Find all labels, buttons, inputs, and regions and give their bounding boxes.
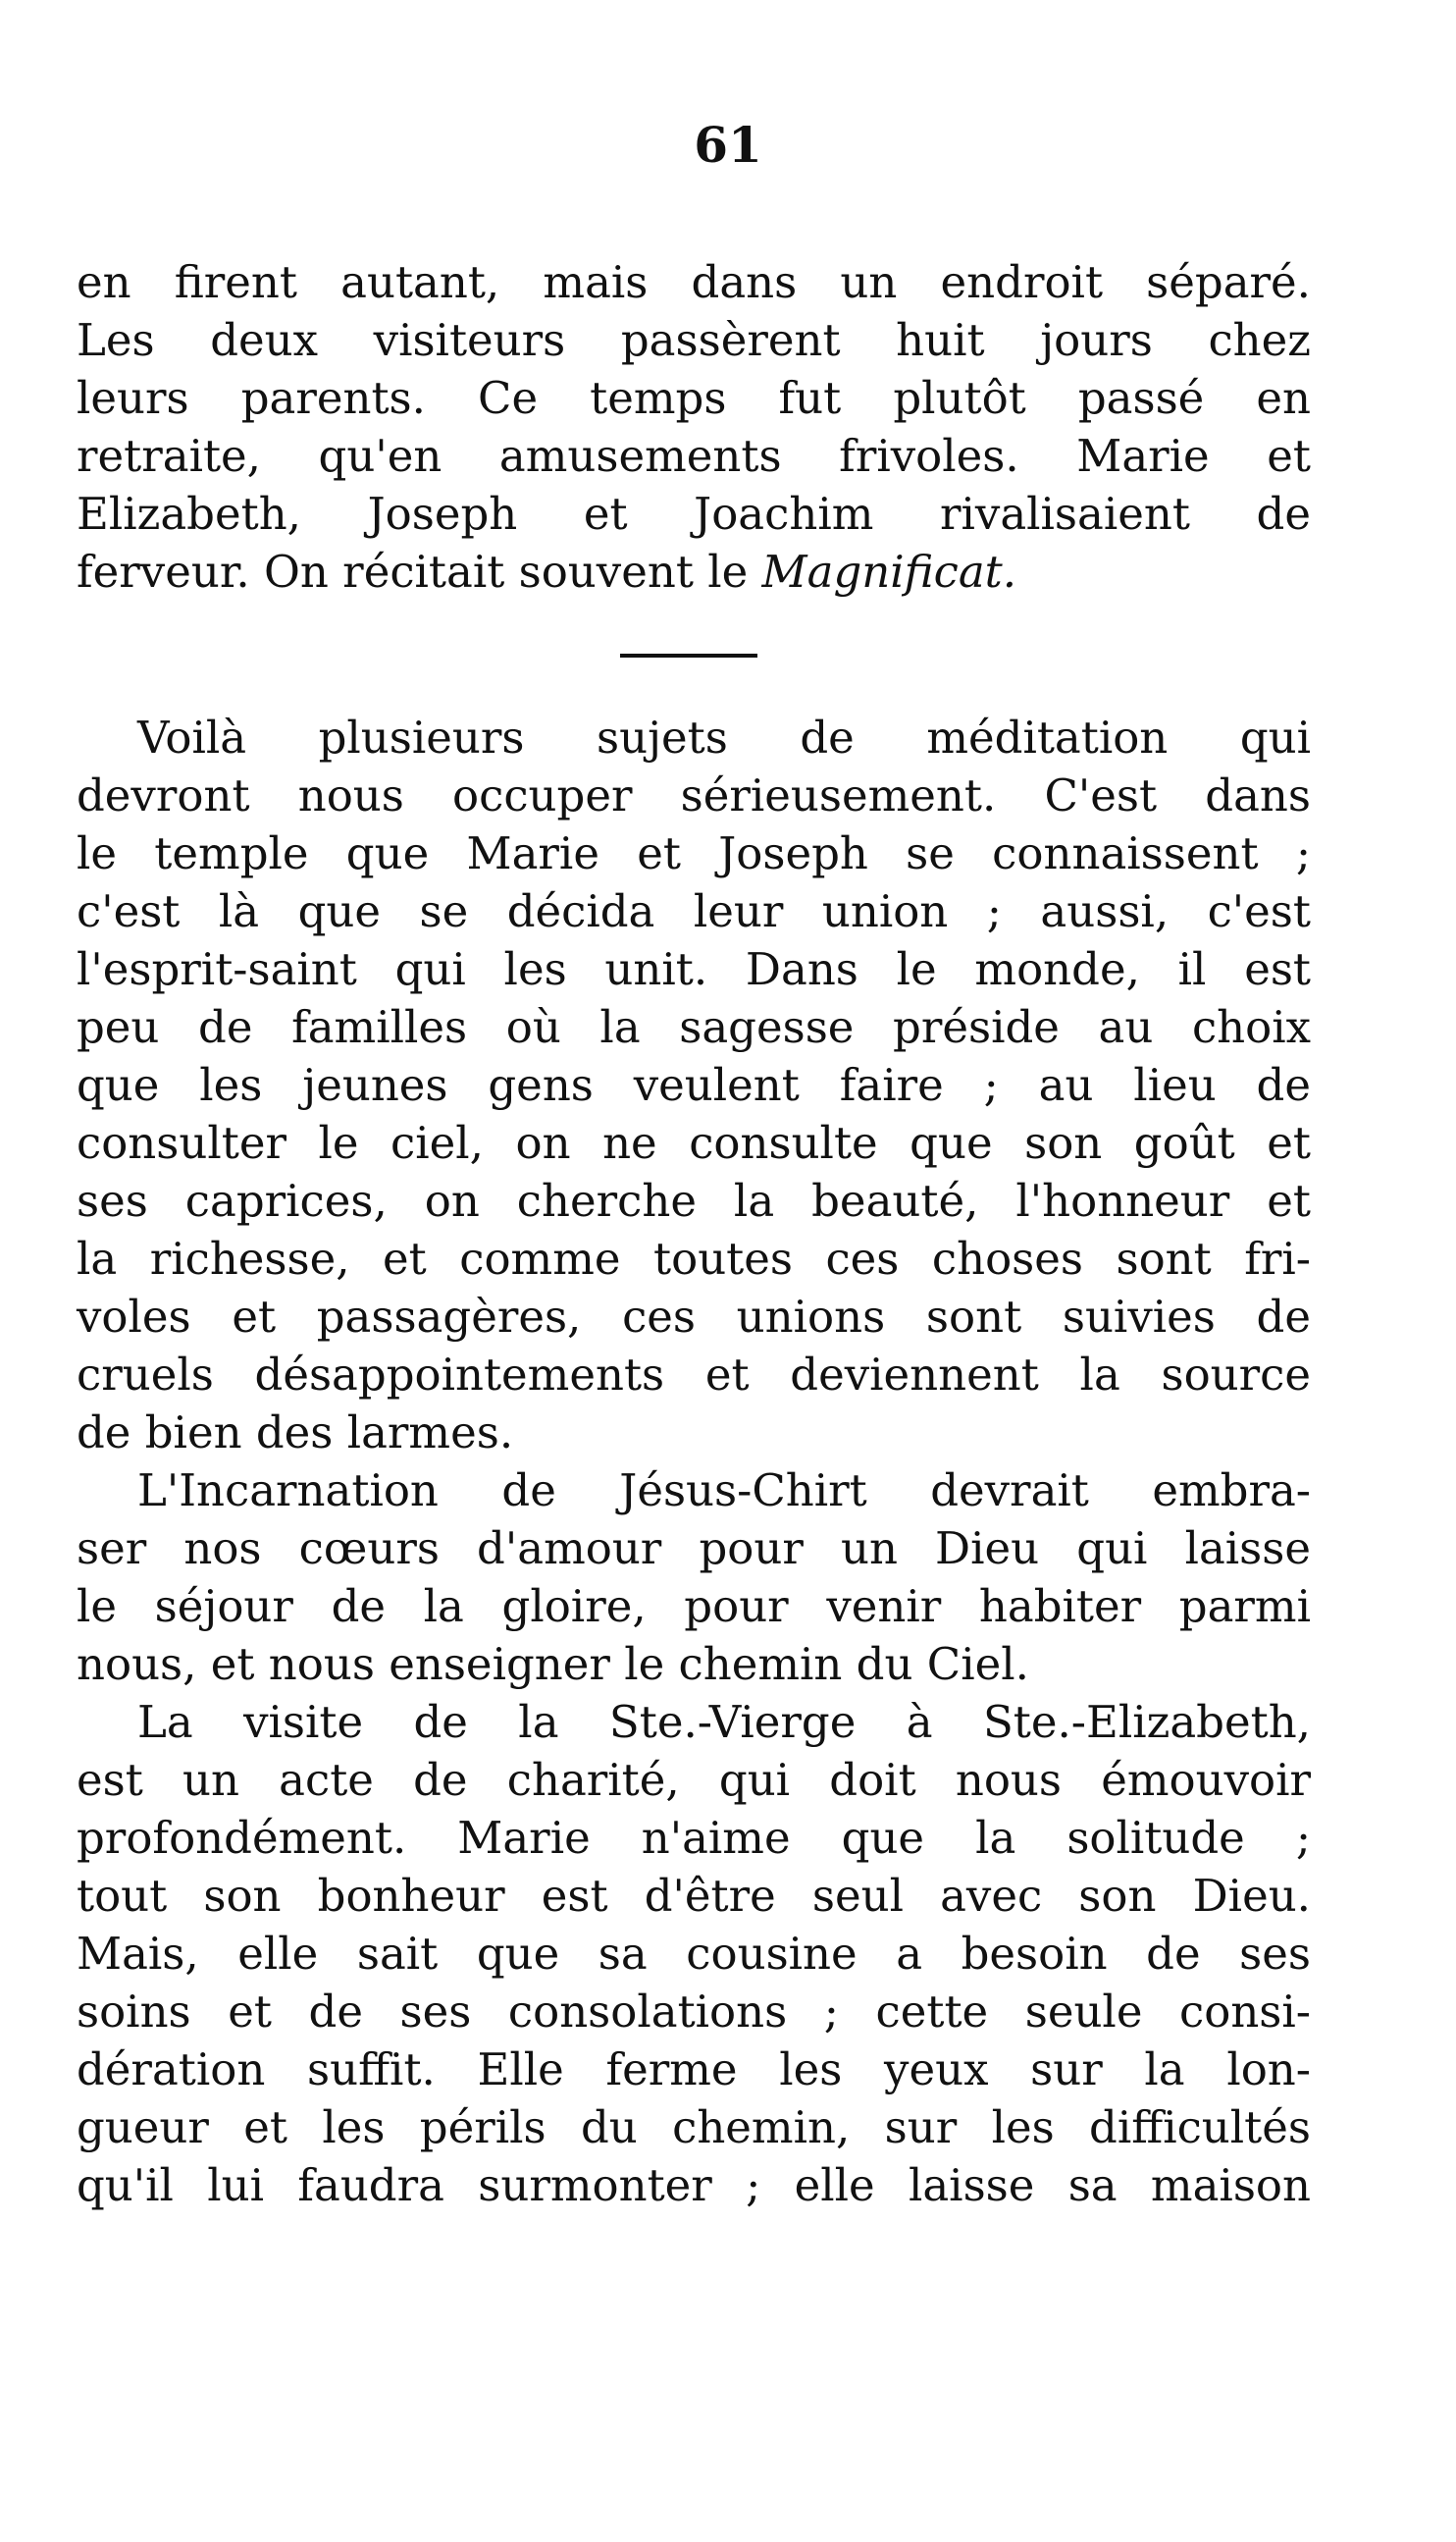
text-line: tout son bonheur est d'être seul avec son Dieu. xyxy=(77,1870,1311,1922)
section-divider xyxy=(620,654,757,658)
text-line: profondément. Marie n'aime que la solitude ; xyxy=(77,1812,1311,1864)
text-line: l'esprit-saint qui les unit. Dans le monde, il est xyxy=(77,943,1311,995)
text-line: peu de familles où la sagesse préside au choix xyxy=(77,1001,1311,1053)
meditation-section xyxy=(77,709,1311,2214)
text-line: le séjour de la gloire, pour venir habiter parmi xyxy=(77,1580,1311,1632)
text-line: en firent autant, mais dans un endroit séparé. xyxy=(77,256,1311,308)
text-line: Elizabeth, Joseph et Joachim rivalisaient de xyxy=(77,488,1311,540)
text-line: voles et passagères, ces unions sont suivies de xyxy=(77,1291,1311,1343)
text-line: le temple que Marie et Joseph se connaissent ; xyxy=(77,827,1311,879)
text-line: soins et de ses consolations ; cette seule consi- xyxy=(77,1986,1311,2038)
text-line: ses caprices, on cherche la beauté, l'honneur et xyxy=(77,1175,1311,1227)
text-line: devront nous occuper sérieusement. C'est dans xyxy=(77,769,1311,821)
text-fragment: ferveur. On récitait souvent le xyxy=(77,546,762,598)
text-line: dération suffit. Elle ferme les yeux sur la lon- xyxy=(77,2043,1311,2095)
text-line: qu'il lui faudra surmonter ; elle laisse sa maison xyxy=(77,2159,1311,2211)
text-line: c'est là que se décida leur union ; aussi, c'est xyxy=(77,885,1311,937)
text-line: L'Incarnation de Jésus-Chirt devrait embra- xyxy=(137,1464,1311,1516)
text-line: ser nos cœurs d'amour pour un Dieu qui laisse xyxy=(77,1522,1311,1574)
text-line: cruels désappointements et deviennent la source xyxy=(77,1349,1311,1401)
text-line: nous, et nous enseigner le chemin du Ciel. xyxy=(77,1638,1029,1690)
text-line: Mais, elle sait que sa cousine a besoin de ses xyxy=(77,1928,1311,1980)
text-line: gueur et les périls du chemin, sur les difficultés xyxy=(77,2101,1311,2153)
text-line: de bien des larmes. xyxy=(77,1406,514,1458)
text-line: Voilà plusieurs sujets de méditation qui xyxy=(137,712,1311,764)
paragraph-continued xyxy=(77,253,1311,601)
text-line: Les deux visiteurs passèrent huit jours chez xyxy=(77,314,1311,366)
page-number: 61 xyxy=(694,116,762,174)
text-line xyxy=(77,543,1311,601)
italic-title: Magnificat. xyxy=(761,546,1017,598)
text-line: que les jeunes gens veulent faire ; au lieu de xyxy=(77,1059,1311,1111)
text-line: la richesse, et comme toutes ces choses sont fri- xyxy=(77,1233,1311,1285)
text-line: retraite, qu'en amusements frivoles. Marie et xyxy=(77,430,1311,482)
text-line: est un acte de charité, qui doit nous émouvoir xyxy=(77,1754,1311,1806)
text-line: leurs parents. Ce temps fut plutôt passé en xyxy=(77,372,1311,424)
text-line: La visite de la Ste.-Vierge à Ste.-Elizabeth, xyxy=(137,1696,1311,1748)
text-line: consulter le ciel, on ne consulte que son goût et xyxy=(77,1117,1311,1169)
